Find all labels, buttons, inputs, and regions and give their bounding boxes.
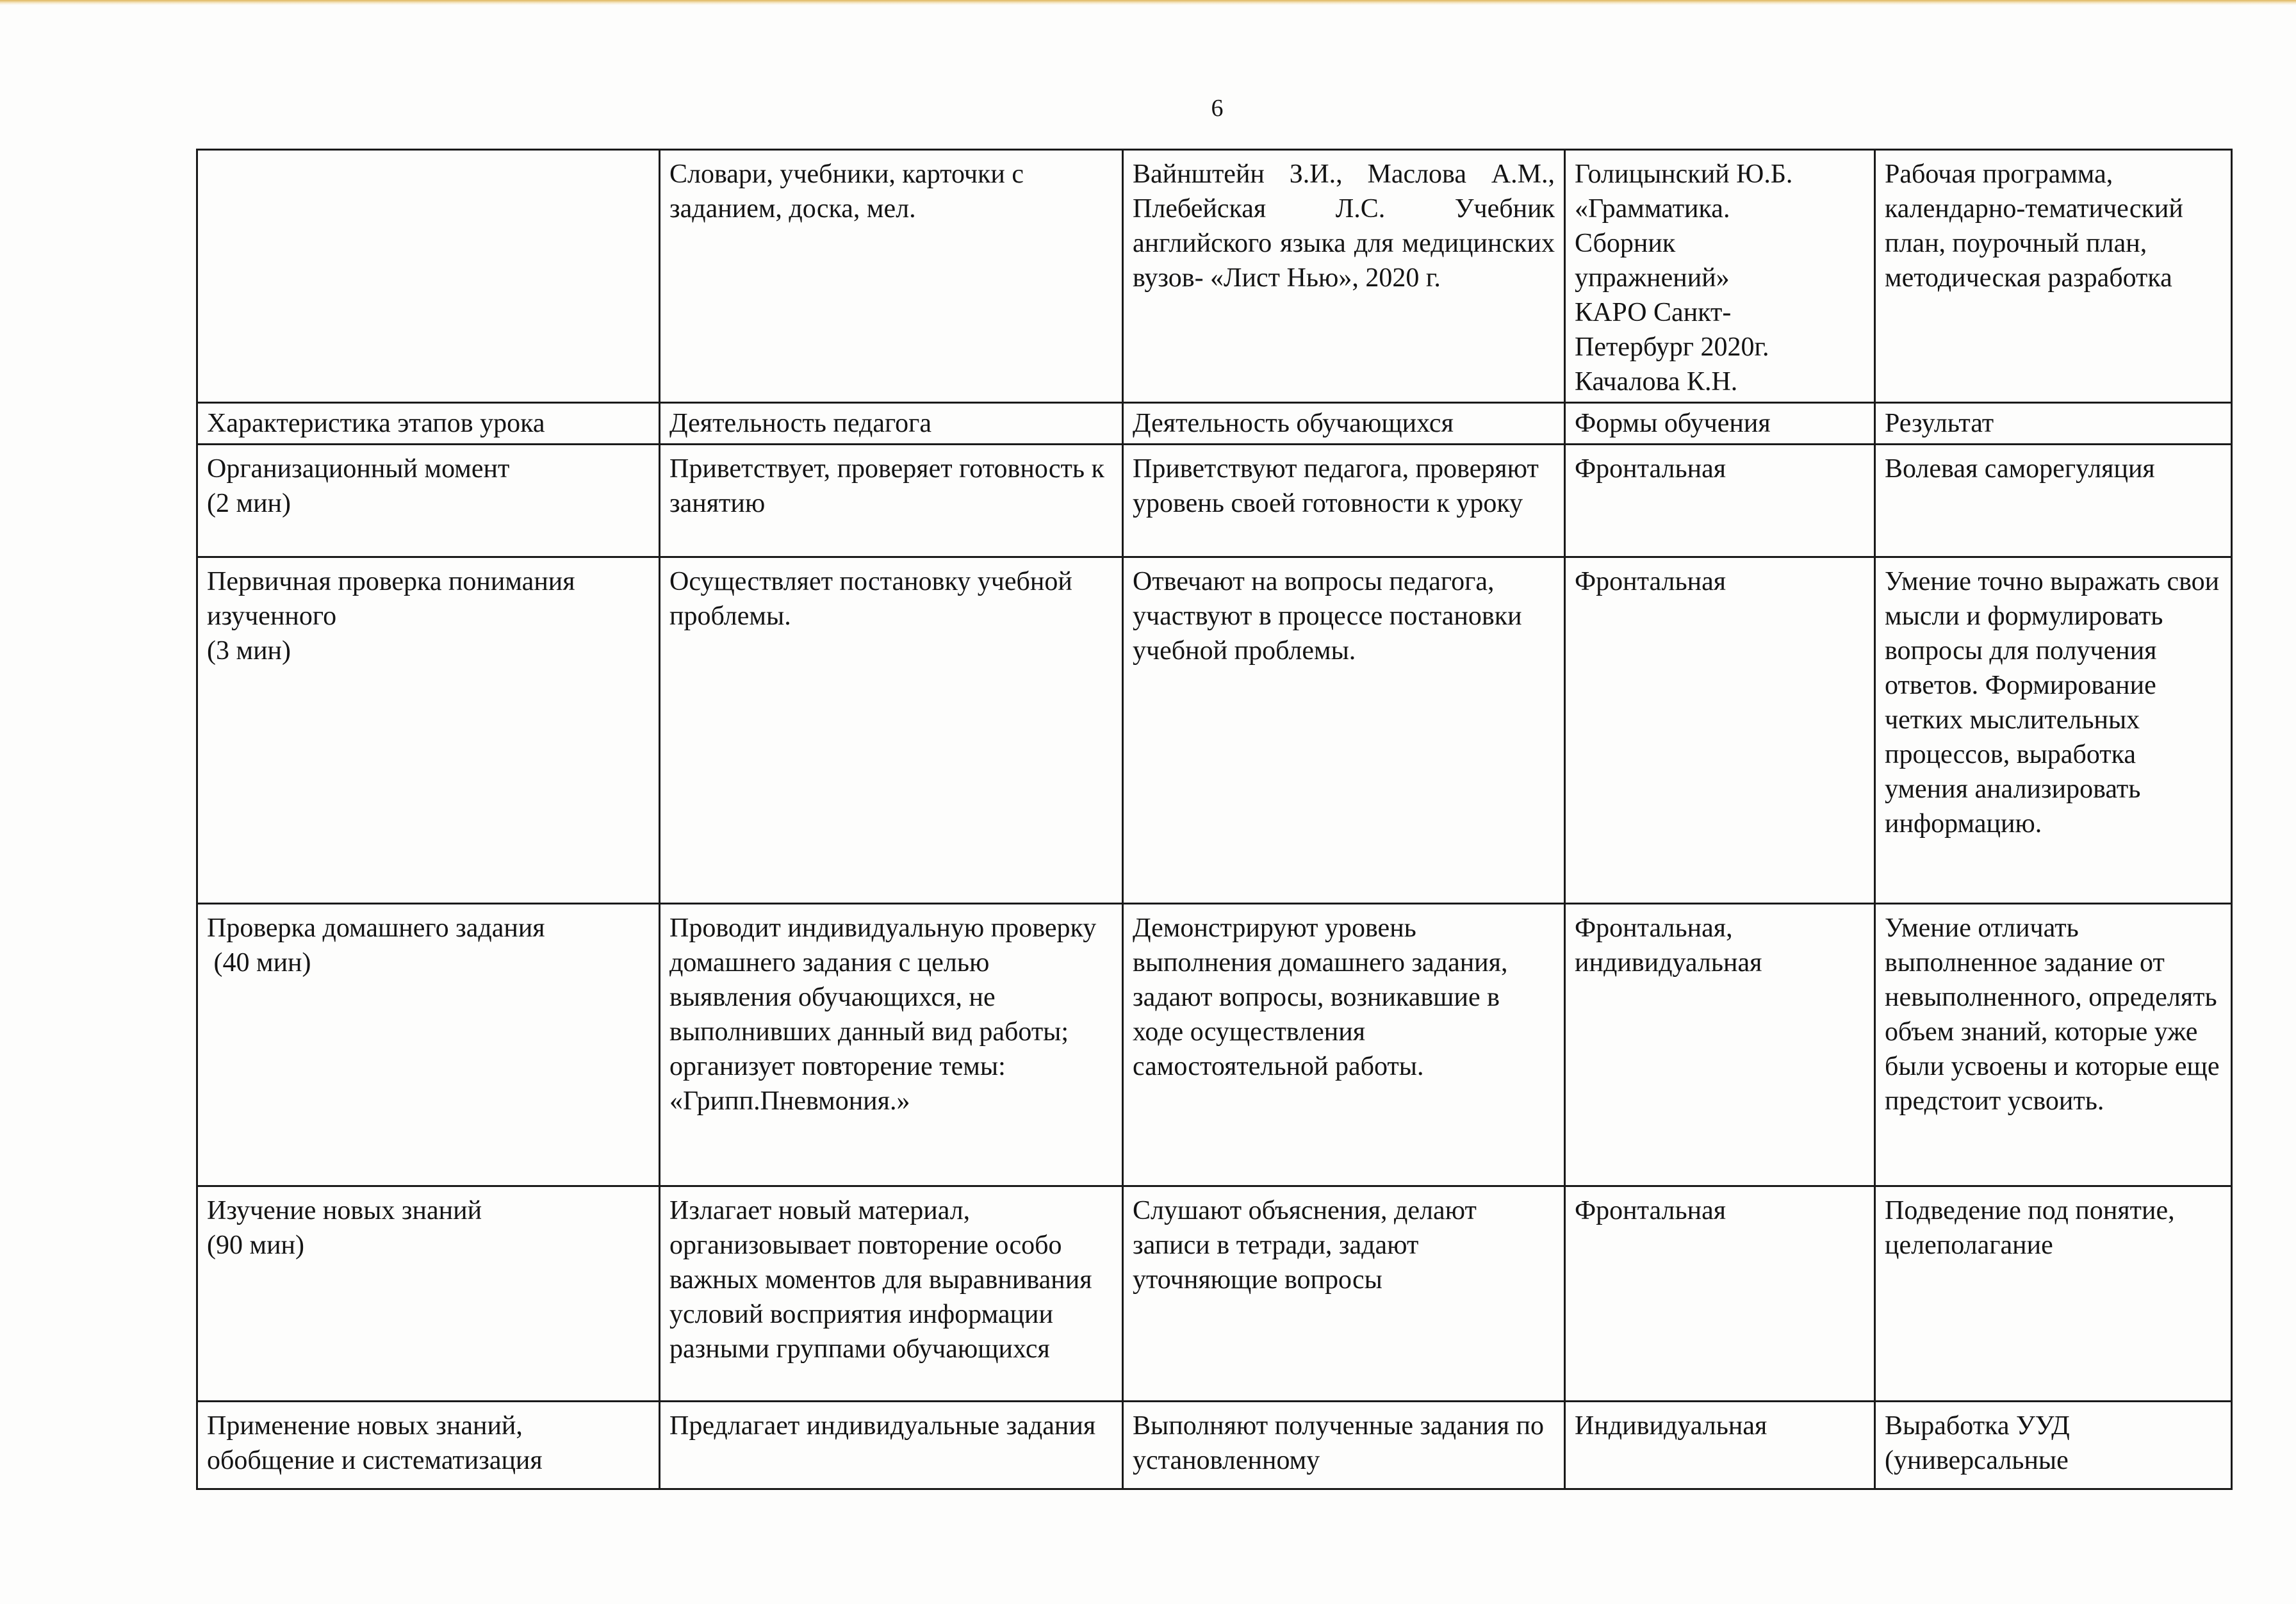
result-cell: Подведение под понятие, целеполагание xyxy=(1875,1186,2232,1402)
stage-duration: (2 мин) xyxy=(207,489,291,518)
header-stage: Характеристика этапов урока xyxy=(197,403,660,445)
scan-edge xyxy=(0,0,2296,5)
stage-duration: (40 мин) xyxy=(207,948,311,978)
stage-title: Организационный момент xyxy=(207,454,510,484)
additional-literature-line: Сборник xyxy=(1575,229,1676,258)
table-row xyxy=(197,445,2232,557)
header-result: Результат xyxy=(1875,403,2232,445)
equipment-cell: Словари, учебники, карточки с заданием, доска, мел. xyxy=(660,150,1123,403)
forms-cell: Фронтальная xyxy=(1565,557,1875,904)
teacher-cell: Проводит индивидуальную проверку домашнего задания с целью выявления обучающихся, не выполнивших данный вид работы; организует повторение темы: «Грипп.Пневмония.» xyxy=(660,904,1123,1186)
additional-literature-line: «Грамматика. xyxy=(1575,194,1730,224)
result-cell: Умение точно выражать свои мысли и формулировать вопросы для получения ответов. Формирование четких мыслительных процессов, выработка умения анализировать информацию. xyxy=(1875,557,2232,904)
additional-literature-line: упражнений» xyxy=(1575,263,1730,293)
table-row xyxy=(197,904,2232,1186)
table-row xyxy=(197,1186,2232,1402)
forms-cell: Фронтальная xyxy=(1565,1186,1875,1402)
stage-title: Проверка домашнего задания xyxy=(207,913,545,943)
teacher-cell: Осуществляет постановку учебной проблемы. xyxy=(660,557,1123,904)
additional-literature-line: Голицынский Ю.Б. xyxy=(1575,160,1793,189)
students-cell: Отвечают на вопросы педагога, участвуют в процессе постановки учебной проблемы. xyxy=(1123,557,1565,904)
forms-cell: Фронтальная xyxy=(1565,445,1875,557)
students-cell: Демонстрируют уровень выполнения домашнего задания, задают вопросы, возникавшие в ходе осуществления самостоятельной работы. xyxy=(1123,904,1565,1186)
stage-title: Применение новых знаний, xyxy=(207,1411,523,1441)
additional-literature-line: Качалова К.Н. xyxy=(1575,367,1738,397)
stage-title: Изучение новых знаний xyxy=(207,1196,482,1225)
stage-duration: (90 мин) xyxy=(207,1231,305,1260)
teacher-cell: Излагает новый материал, организовывает повторение особо важных моментов для выравнивания условий восприятия информации разными группами обучающихся xyxy=(660,1186,1123,1402)
forms-cell: Индивидуальная xyxy=(1565,1402,1875,1489)
students-cell: Выполняют полученные задания по установленному xyxy=(1123,1402,1565,1489)
header-students: Деятельность обучающихся xyxy=(1123,403,1565,445)
header-forms: Формы обучения xyxy=(1565,403,1875,445)
stage-cell xyxy=(197,1402,660,1489)
resources-row xyxy=(197,150,2232,403)
resources-empty-cell xyxy=(197,150,660,403)
students-cell: Приветствуют педагога, проверяют уровень своей готовности к уроку xyxy=(1123,445,1565,557)
table-row xyxy=(197,1402,2232,1489)
stage-cell xyxy=(197,557,660,904)
lesson-plan-table xyxy=(196,149,2233,1490)
additional-literature-line: КАРО Санкт- xyxy=(1575,298,1732,327)
header-row xyxy=(197,403,2232,445)
forms-cell: Фронтальная, индивидуальная xyxy=(1565,904,1875,1186)
stage-title-continued: обобщение и систематизация xyxy=(207,1446,543,1475)
stage-title: Первичная проверка понимания изученного xyxy=(207,567,582,631)
result-cell: Выработка УУД (универсальные xyxy=(1875,1402,2232,1489)
stage-duration: (3 мин) xyxy=(207,636,291,666)
table-row xyxy=(197,557,2232,904)
stage-cell xyxy=(197,445,660,557)
teacher-cell: Предлагает индивидуальные задания xyxy=(660,1402,1123,1489)
stage-cell xyxy=(197,1186,660,1402)
main-literature-cell: Вайнштейн З.И., Маслова А.М., Плебейская Л.С. Учебник английского языка для медицинских вузов- «Лист Нью», 2020 г. xyxy=(1123,150,1565,403)
teacher-cell: Приветствует, проверяет готовность к занятию xyxy=(660,445,1123,557)
students-cell: Слушают объяснения, делают записи в тетради, задают уточняющие вопросы xyxy=(1123,1186,1565,1402)
additional-literature-line: Петербург 2020г. xyxy=(1575,332,1769,362)
additional-literature-cell xyxy=(1565,150,1875,403)
result-cell: Волевая саморегуляция xyxy=(1875,445,2232,557)
page-number: 6 xyxy=(1211,95,1224,122)
result-cell: Умение отличать выполненное задание от невыполненного, определять объем знаний, которые уже были усвоены и которые еще предстоит усвоить. xyxy=(1875,904,2232,1186)
stage-cell xyxy=(197,904,660,1186)
documents-cell: Рабочая программа, календарно-тематический план, поурочный план, методическая разработка xyxy=(1875,150,2232,403)
header-teacher: Деятельность педагога xyxy=(660,403,1123,445)
